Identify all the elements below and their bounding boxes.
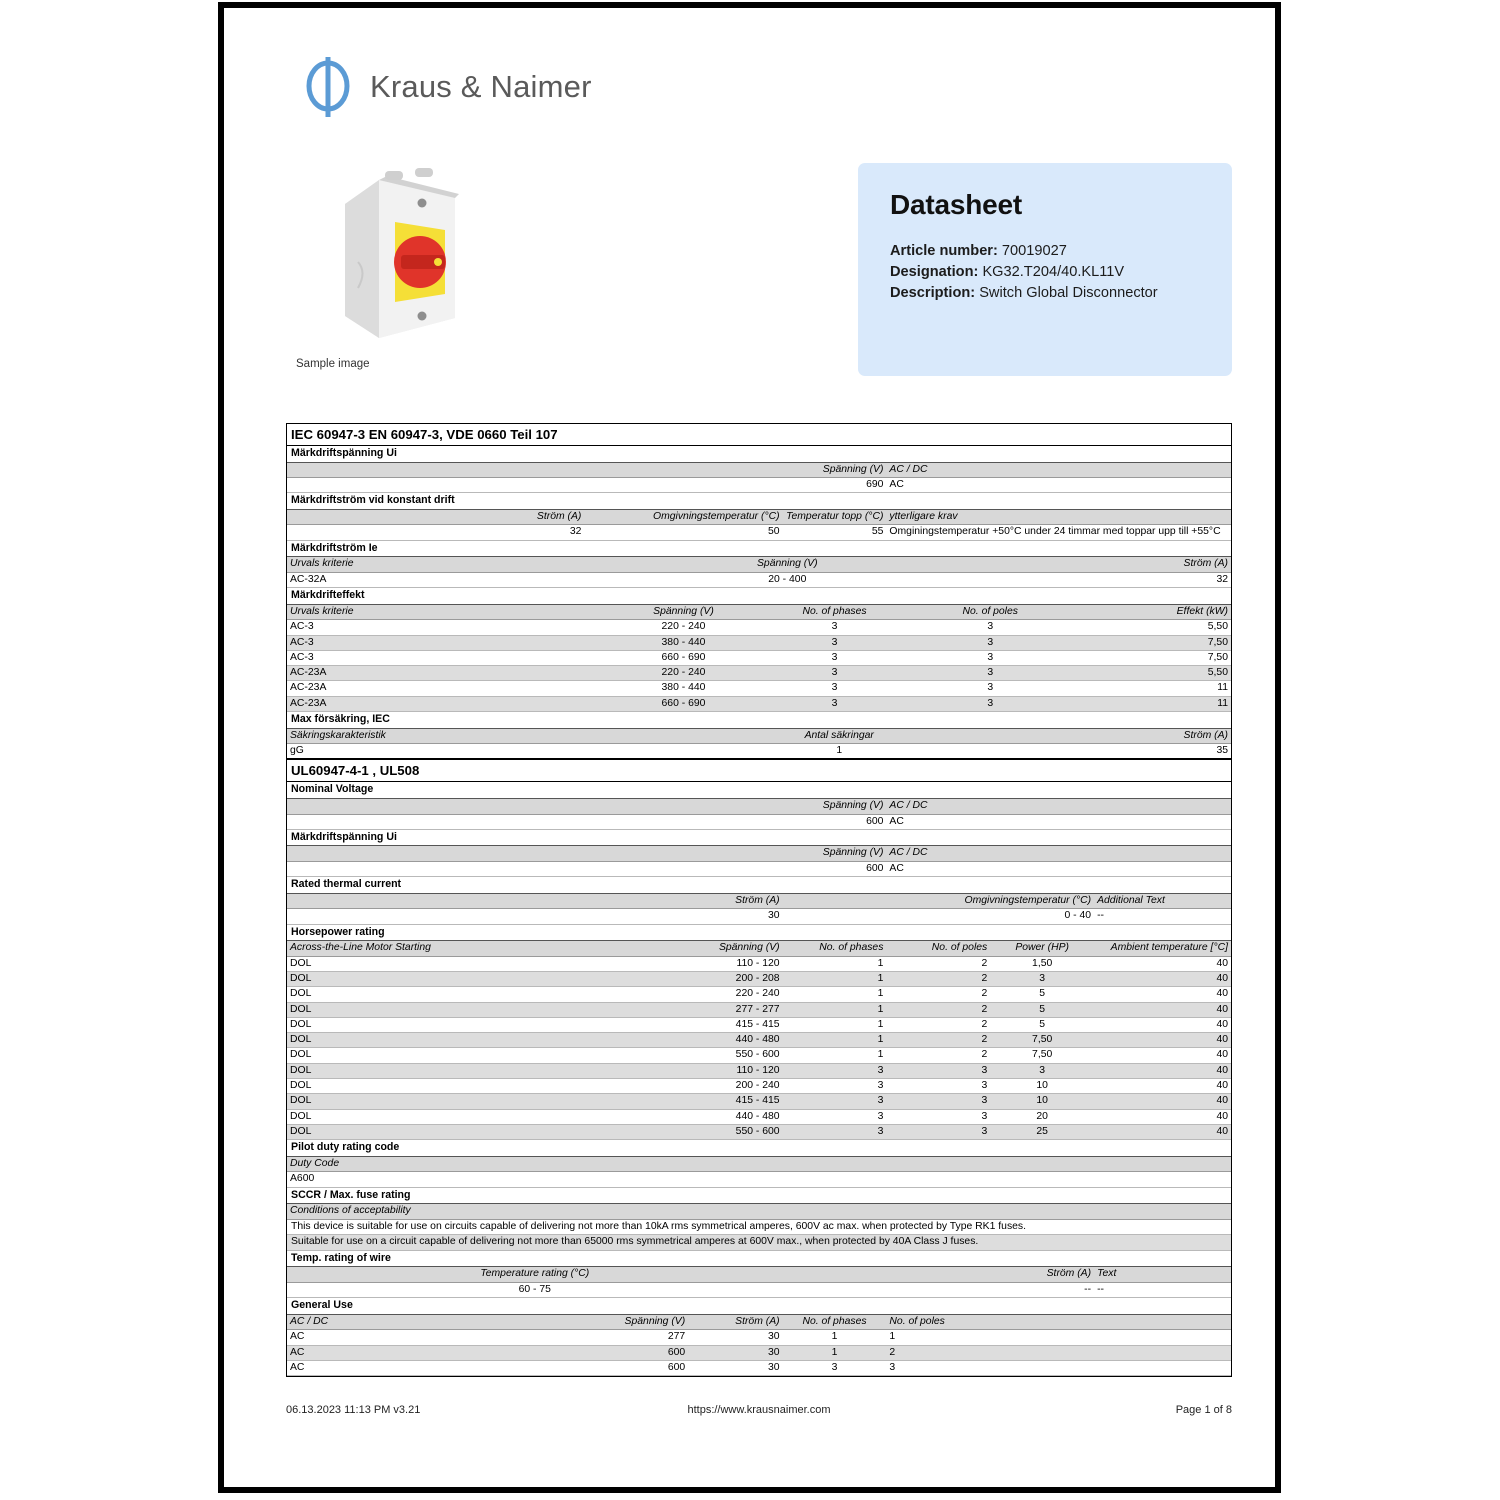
page-content (224, 8, 1275, 1487)
table-row (287, 1124, 1231, 1139)
brand-name: Kraus & Naimer (370, 69, 592, 104)
table-column-header-row (287, 509, 1231, 525)
table-cell: 110 - 120 (584, 1063, 782, 1078)
table-row (287, 814, 1231, 829)
table-cell: 7,50 (1094, 635, 1231, 650)
table-row (287, 1345, 1231, 1360)
table-column-header-row (287, 1156, 1231, 1172)
table-cell: AC-3 (287, 635, 584, 650)
section-title: Rated thermal current (287, 877, 1231, 894)
table-cell: 3 (783, 1063, 887, 1078)
table-cell: DOL (287, 1048, 584, 1063)
table-cell: 0 - 40 (783, 909, 1094, 924)
section-title: Märkdrifteffekt (287, 588, 1231, 605)
table-cell: 220 - 240 (584, 987, 782, 1002)
table-row (287, 666, 1231, 681)
table-cell: 30 (688, 1345, 782, 1360)
table-cell: 440 - 480 (584, 1109, 782, 1124)
table-row (287, 1172, 1231, 1187)
table-cell: AC (886, 861, 1231, 876)
table-cell: 3 (886, 620, 1094, 635)
datasheet-meta (890, 241, 1158, 304)
table-cell: 600 (287, 861, 886, 876)
table-column-header-row (287, 728, 1231, 744)
table-row (287, 1048, 1231, 1063)
table-cell: 3 (886, 1124, 990, 1139)
section-title: Pilot duty rating code (287, 1140, 1231, 1157)
table-row (287, 1033, 1231, 1048)
section-header-minor (287, 1140, 1231, 1157)
table-cell: 7,50 (990, 1048, 1094, 1063)
table-cell: -- (783, 1283, 1094, 1298)
table-cell: DOL (287, 1079, 584, 1094)
table-cell: 3 (783, 681, 887, 696)
table-row (287, 909, 1231, 924)
table-cell: 40 (1094, 1063, 1231, 1078)
table-cell: 5 (990, 1017, 1094, 1032)
sample-image-caption: Sample image (296, 358, 370, 370)
table-cell: 5 (990, 1002, 1094, 1017)
table-cell: 40 (1094, 1017, 1231, 1032)
table-cell: 5 (990, 987, 1094, 1002)
section-title: Märkdriftspänning Ui (287, 446, 1231, 463)
table-row (287, 525, 1231, 540)
table-cell: 40 (1094, 1094, 1231, 1109)
table-column-header: Spänning (V) (584, 604, 782, 620)
table-cell: 3 (886, 1079, 990, 1094)
table-cell: 40 (1094, 1048, 1231, 1063)
table-row (287, 650, 1231, 665)
table-column-header: Omgivningstemperatur (°C) (584, 509, 782, 525)
table-cell: 110 - 120 (584, 956, 782, 971)
table-cell: 550 - 600 (584, 1124, 782, 1139)
table-cell: 30 (688, 1361, 782, 1376)
table-column-header: No. of phases (783, 604, 887, 620)
designation-value: KG32.T204/40.KL11V (982, 264, 1125, 280)
table-row (287, 1017, 1231, 1032)
table-cell: 40 (1094, 956, 1231, 971)
table-column-header: Spänning (V) (584, 1314, 688, 1330)
table-column-header: Ström (A) (990, 557, 1231, 573)
table-cell: 1 (783, 1002, 887, 1017)
table-cell: 10 (990, 1094, 1094, 1109)
table-cell: Omginingstemperatur +50°C under 24 timmar med toppar upp till +55°C (886, 525, 1231, 540)
table-note-text: Suitable for use on a circuit capable of delivering not more than 65000 rms symmetrical amperes at 600V max., when protected by 40A Class J fuses. (287, 1235, 1231, 1251)
table-cell: AC (886, 814, 1231, 829)
table-column-header-row (287, 846, 1231, 862)
table-cell: 40 (1094, 1002, 1231, 1017)
table-note-row (287, 1235, 1231, 1251)
table-cell: 440 - 480 (584, 1033, 782, 1048)
table-row (287, 1002, 1231, 1017)
table-cell: 3 (886, 681, 1094, 696)
table-column-header: Spänning (V) (287, 846, 886, 862)
table-cell: 600 (584, 1361, 688, 1376)
document-page (218, 2, 1281, 1493)
table-cell: DOL (287, 1063, 584, 1078)
table-column-header: No. of phases (783, 941, 887, 957)
table-cell: 40 (1094, 1079, 1231, 1094)
table-column-header-row (287, 893, 1231, 909)
product-image (327, 166, 467, 346)
table-cell: 2 (886, 1002, 990, 1017)
table-cell: 5,50 (1094, 666, 1231, 681)
table-cell: 415 - 415 (584, 1094, 782, 1109)
table-cell: 32 (287, 525, 584, 540)
section-title: General Use (287, 1298, 1231, 1315)
table-cell: DOL (287, 1002, 584, 1017)
table-cell: 1 (783, 972, 887, 987)
table-column-header: AC / DC (886, 462, 1231, 478)
table-cell: 3 (886, 1361, 1231, 1376)
table-cell: AC-3 (287, 620, 584, 635)
table-row (287, 1361, 1231, 1376)
page-title: Datasheet (890, 189, 1023, 220)
table-cell: 1 (886, 1330, 1231, 1345)
table-row (287, 620, 1231, 635)
table-cell: 380 - 440 (584, 681, 782, 696)
section-header-minor (287, 1298, 1231, 1315)
table-cell: 1 (783, 1345, 887, 1360)
table-column-header: Spänning (V) (584, 941, 782, 957)
article-number-value: 70019027 (1001, 243, 1067, 259)
spec-table (287, 424, 1231, 1376)
table-cell: 1 (783, 1048, 887, 1063)
table-column-header: Ambient temperature [°C] (1094, 941, 1231, 957)
table-cell: 660 - 690 (584, 696, 782, 711)
table-column-header: Temperatur topp (°C) (783, 509, 887, 525)
table-column-header-row (287, 1314, 1231, 1330)
table-cell: 600 (287, 814, 886, 829)
designation-row (890, 262, 1158, 283)
table-column-header-row (287, 1267, 1231, 1283)
table-cell: 40 (1094, 972, 1231, 987)
table-row (287, 572, 1231, 587)
table-cell: 3 (990, 972, 1094, 987)
table-cell: 3 (886, 1109, 990, 1124)
table-cell: DOL (287, 1124, 584, 1139)
table-cell: AC-23A (287, 666, 584, 681)
footer-page-number: Page 1 of 8 (1175, 1404, 1232, 1416)
table-cell: 1,50 (990, 956, 1094, 971)
table-cell: AC (287, 1330, 584, 1345)
section-title: Max försäkring, IEC (287, 712, 1231, 729)
table-cell: 3 (783, 1124, 887, 1139)
table-cell: 2 (886, 1017, 990, 1032)
table-row (287, 744, 1231, 760)
table-cell: 40 (1094, 1109, 1231, 1124)
page-footer (286, 1404, 1232, 1420)
section-header-minor (287, 782, 1231, 799)
table-cell: 277 - 277 (584, 1002, 782, 1017)
table-cell: 30 (688, 1330, 782, 1345)
designation-label: Designation: (890, 264, 979, 280)
table-cell: 25 (990, 1124, 1094, 1139)
table-cell: gG (287, 744, 584, 760)
table-cell: 35 (1094, 744, 1231, 760)
description-label: Description: (890, 285, 976, 301)
table-row (287, 1109, 1231, 1124)
table-cell: 5,50 (1094, 620, 1231, 635)
table-cell: DOL (287, 987, 584, 1002)
section-header-minor (287, 446, 1231, 463)
table-column-header-row (287, 941, 1231, 957)
section-header-major (287, 759, 1231, 782)
table-cell: 200 - 208 (584, 972, 782, 987)
table-column-header: Conditions of acceptability (287, 1204, 1231, 1220)
table-cell: 60 - 75 (287, 1283, 783, 1298)
table-cell: DOL (287, 1094, 584, 1109)
table-cell: 2 (886, 972, 990, 987)
table-column-header: Säkringskarakteristik (287, 728, 584, 744)
description-row (890, 283, 1158, 304)
table-cell: 660 - 690 (584, 650, 782, 665)
table-cell: 380 - 440 (584, 635, 782, 650)
table-row (287, 1094, 1231, 1109)
table-cell: 3 (783, 1361, 887, 1376)
table-cell: 11 (1094, 696, 1231, 711)
table-column-header: AC / DC (886, 846, 1231, 862)
table-cell: DOL (287, 1033, 584, 1048)
table-row (287, 861, 1231, 876)
table-cell: 550 - 600 (584, 1048, 782, 1063)
table-cell: 40 (1094, 987, 1231, 1002)
table-cell: 3 (886, 1094, 990, 1109)
footer-url[interactable]: https://www.krausnaimer.com (687, 1404, 831, 1416)
table-row (287, 1283, 1231, 1298)
table-column-header: Ström (A) (783, 1267, 1094, 1283)
table-column-header: Urvals kriterie (287, 557, 584, 573)
table-column-header: Spänning (V) (287, 798, 886, 814)
section-title: IEC 60947-3 EN 60947-3, VDE 0660 Teil 107 (287, 424, 1231, 446)
section-header-minor (287, 1187, 1231, 1204)
table-column-header: Power (HP) (990, 941, 1094, 957)
table-column-header: Text (1094, 1267, 1231, 1283)
section-title: Märkdriftström vid konstant drift (287, 493, 1231, 510)
table-cell: DOL (287, 956, 584, 971)
table-cell: 2 (886, 956, 990, 971)
table-cell: 3 (783, 1109, 887, 1124)
table-row (287, 972, 1231, 987)
section-title: Märkdriftspänning Ui (287, 829, 1231, 846)
table-cell: -- (1094, 1283, 1231, 1298)
table-cell: 7,50 (990, 1033, 1094, 1048)
table-column-header: No. of poles (886, 941, 990, 957)
table-cell: 3 (886, 1063, 990, 1078)
table-cell: 20 (990, 1109, 1094, 1124)
table-cell: 200 - 240 (584, 1079, 782, 1094)
table-cell: 3 (783, 620, 887, 635)
section-header-minor (287, 829, 1231, 846)
table-cell: A600 (287, 1172, 1231, 1187)
specifications-table (286, 423, 1232, 1377)
table-cell: 2 (886, 1345, 1231, 1360)
section-title: Horsepower rating (287, 924, 1231, 941)
table-cell: 32 (990, 572, 1231, 587)
table-cell: 415 - 415 (584, 1017, 782, 1032)
table-column-header: Temperature rating (°C) (287, 1267, 783, 1283)
table-cell: 2 (886, 1048, 990, 1063)
table-cell: AC (287, 1361, 584, 1376)
table-column-header: Ström (A) (688, 1314, 782, 1330)
section-header-minor (287, 712, 1231, 729)
table-row (287, 1330, 1231, 1345)
table-column-header: Spänning (V) (287, 462, 886, 478)
table-cell: AC-3 (287, 650, 584, 665)
table-row (287, 956, 1231, 971)
table-cell: 40 (1094, 1124, 1231, 1139)
table-cell: 10 (990, 1079, 1094, 1094)
table-cell: 11 (1094, 681, 1231, 696)
section-title: UL60947-4-1 , UL508 (287, 759, 1231, 782)
table-cell: 3 (886, 666, 1094, 681)
table-note-row (287, 1219, 1231, 1235)
section-header-minor (287, 588, 1231, 605)
table-cell: -- (1094, 909, 1231, 924)
datasheet-info-box (858, 163, 1232, 376)
table-column-header: Antal säkringar (584, 728, 1094, 744)
table-cell: DOL (287, 1109, 584, 1124)
table-cell: 2 (886, 987, 990, 1002)
table-column-header-row (287, 798, 1231, 814)
table-cell: AC-23A (287, 696, 584, 711)
table-cell: 40 (1094, 1033, 1231, 1048)
table-row (287, 635, 1231, 650)
section-header-minor (287, 877, 1231, 894)
table-cell: DOL (287, 1017, 584, 1032)
table-column-header: Ström (A) (287, 893, 783, 909)
table-column-header: AC / DC (287, 1314, 584, 1330)
table-cell: AC (287, 1345, 584, 1360)
table-column-header: Omgivningstemperatur (°C) (783, 893, 1094, 909)
table-row (287, 987, 1231, 1002)
table-cell: AC-23A (287, 681, 584, 696)
table-column-header: No. of poles (886, 1314, 1231, 1330)
table-cell: 1 (783, 987, 887, 1002)
table-cell: 3 (886, 696, 1094, 711)
section-title: Nominal Voltage (287, 782, 1231, 799)
table-cell: 600 (584, 1345, 688, 1360)
table-cell: 220 - 240 (584, 666, 782, 681)
table-column-header: Effekt (kW) (1094, 604, 1231, 620)
table-row (287, 696, 1231, 711)
brand-logo (302, 56, 592, 118)
table-cell: 50 (584, 525, 782, 540)
table-cell: 3 (990, 1063, 1094, 1078)
table-cell: DOL (287, 972, 584, 987)
table-note-text: This device is suitable for use on circuits capable of delivering not more than 10kA rms symmetrical amperes, 600V ac max. when protected by Type RK1 fuses. (287, 1219, 1231, 1235)
table-column-header-row (287, 1204, 1231, 1220)
section-header-minor (287, 493, 1231, 510)
table-column-header: Additional Text (1094, 893, 1231, 909)
section-header-minor (287, 924, 1231, 941)
table-column-header-row (287, 462, 1231, 478)
table-column-header: AC / DC (886, 798, 1231, 814)
description-value: Switch Global Disconnector (979, 285, 1158, 301)
table-cell: 30 (287, 909, 783, 924)
table-cell: 220 - 240 (584, 620, 782, 635)
table-row (287, 1079, 1231, 1094)
phi-logo-icon (302, 56, 354, 118)
table-column-header: Urvals kriterie (287, 604, 584, 620)
table-row (287, 1063, 1231, 1078)
table-column-header: Ström (A) (287, 509, 584, 525)
table-column-header-row (287, 557, 1231, 573)
table-cell: 3 (886, 635, 1094, 650)
table-cell: 690 (287, 478, 886, 493)
table-cell: 1 (584, 744, 1094, 760)
article-number-row (890, 241, 1158, 262)
table-cell: 1 (783, 1017, 887, 1032)
table-column-header: Across-the-Line Motor Starting (287, 941, 584, 957)
table-cell: 3 (783, 1079, 887, 1094)
table-cell: 3 (783, 1094, 887, 1109)
table-cell: 3 (783, 650, 887, 665)
table-column-header-row (287, 604, 1231, 620)
table-cell: 3 (783, 666, 887, 681)
table-column-header: Ström (A) (1094, 728, 1231, 744)
table-column-header: No. of poles (886, 604, 1094, 620)
table-cell: 3 (783, 635, 887, 650)
table-column-header: Duty Code (287, 1156, 1231, 1172)
table-cell: 1 (783, 1033, 887, 1048)
table-column-header: No. of phases (783, 1314, 887, 1330)
table-cell: 55 (783, 525, 887, 540)
table-cell: AC (886, 478, 1231, 493)
table-row (287, 681, 1231, 696)
table-row (287, 478, 1231, 493)
table-cell: 2 (886, 1033, 990, 1048)
section-header-major (287, 424, 1231, 446)
table-cell: 1 (783, 1330, 887, 1345)
section-header-minor (287, 540, 1231, 557)
table-cell: 1 (783, 956, 887, 971)
table-column-header: ytterligare krav (886, 509, 1231, 525)
table-cell: 3 (783, 696, 887, 711)
section-title: SCCR / Max. fuse rating (287, 1187, 1231, 1204)
section-title: Temp. rating of wire (287, 1250, 1231, 1267)
table-cell: 3 (886, 650, 1094, 665)
section-title: Märkdriftström Ie (287, 540, 1231, 557)
section-header-minor (287, 1250, 1231, 1267)
table-cell: 277 (584, 1330, 688, 1345)
footer-timestamp: 06.13.2023 11:13 PM v3.21 (286, 1404, 421, 1416)
table-cell: AC-32A (287, 572, 584, 587)
table-cell: 20 - 400 (584, 572, 990, 587)
table-column-header: Spänning (V) (584, 557, 990, 573)
article-number-label: Article number: (890, 243, 998, 259)
table-cell: 7,50 (1094, 650, 1231, 665)
